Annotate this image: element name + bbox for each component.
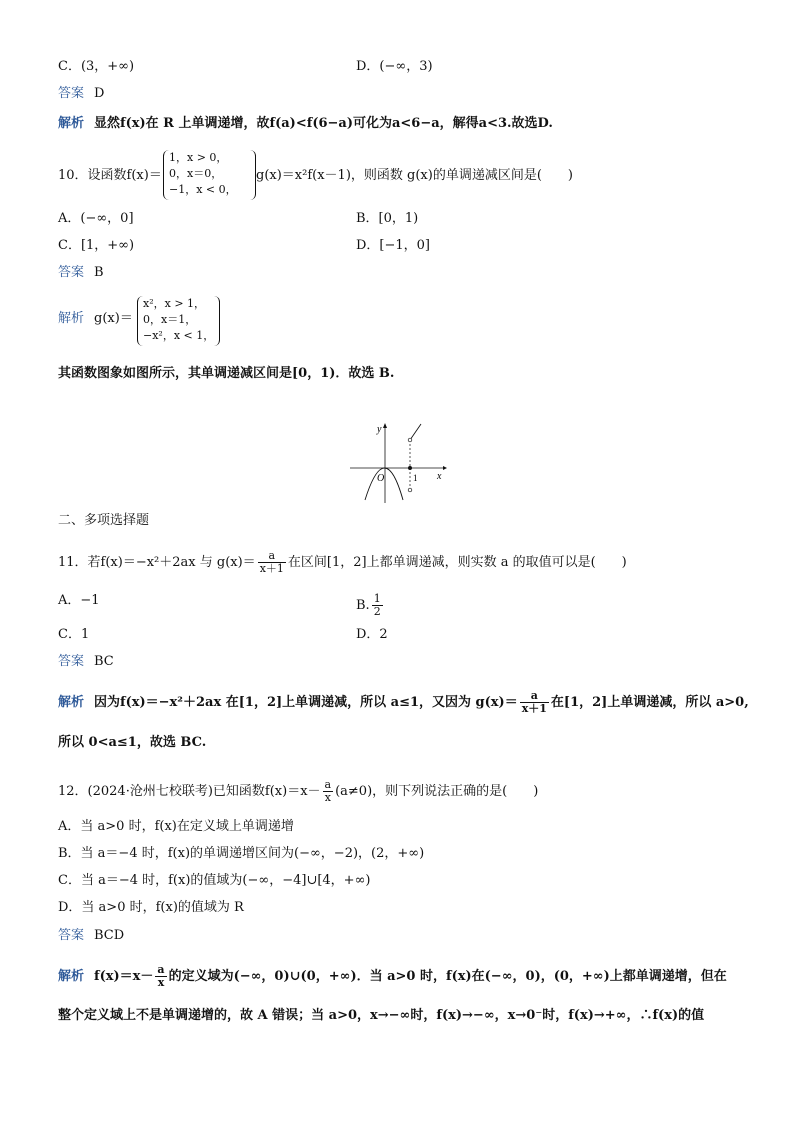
origin-label: O [377, 473, 385, 484]
q11-stem-a: 11．若f(x)＝−x²＋2ax 与 g(x)＝ [58, 555, 256, 570]
y-axis-arrow [383, 423, 387, 428]
solid-point [408, 466, 412, 470]
q11-option-d: D．2 [356, 627, 388, 642]
q12-option-c: C．当 a＝−4 时，f(x)的值域为(−∞，−4]∪[4，+∞) [58, 873, 371, 888]
q12-stem [58, 779, 538, 804]
q12-option-b: B．当 a＝−4 时，f(x)的单调递增区间为(−∞，−2)，(2，+∞) [58, 846, 425, 861]
answer-label: 答案 [58, 654, 85, 669]
frac-denominator: x＋1 [259, 562, 284, 575]
q11-stem [58, 550, 627, 575]
q11-option-a: A．−1 [58, 593, 100, 608]
answer-value: B [94, 265, 104, 280]
open-point-top [408, 438, 412, 442]
piece-row-1: 1，x > 0， [169, 151, 228, 164]
q11-analysis [58, 690, 749, 715]
q9-option-c: C．(3，+∞) [58, 59, 135, 74]
q10-option-d: D．[−1，0] [356, 238, 431, 253]
analysis-label: 解析 [58, 116, 85, 131]
analysis-label: 解析 [58, 695, 85, 710]
x-label: x [437, 471, 442, 482]
analysis-fraction [155, 964, 166, 989]
y-label: y [377, 424, 382, 435]
answer-label: 答案 [58, 86, 85, 101]
right-branch [410, 424, 421, 440]
section-title: 二、多项选择题 [58, 513, 150, 528]
q11-option-c: C．1 [58, 627, 90, 642]
q9-analysis [58, 116, 553, 132]
q10-answer [58, 265, 104, 281]
analysis-b: 在[1，2]上单调递减，所以 a>0, [550, 695, 749, 710]
frac-numerator: a [520, 690, 549, 703]
frac-numerator: 1 [373, 592, 381, 605]
q9-answer [58, 86, 104, 102]
answer-value: BCD [94, 928, 125, 943]
q10-piecewise-f [163, 152, 253, 200]
option-b-prefix: B. [356, 598, 370, 613]
q10-stem-suffix: g(x)＝x²f(x－1)，则函数 g(x)的单调递减区间是( ) [256, 168, 573, 183]
piece-row-2: 0，x＝0， [169, 167, 223, 180]
q10-option-b: B．[0，1) [356, 211, 419, 226]
x-axis-arrow [443, 466, 447, 470]
open-point-bottom [408, 488, 412, 492]
frac-denominator: x＋1 [521, 702, 547, 715]
analysis-b: 的定义域为(−∞，0)∪(0，+∞)．当 a>0 时，f(x)在(−∞，0)，(0，+∞)上都单调递增，但在 [168, 969, 727, 984]
option-b-fraction [372, 593, 383, 618]
answer-label: 答案 [58, 928, 85, 943]
right-brace [249, 150, 256, 200]
answer-value: BC [94, 654, 114, 669]
frac-numerator: a [157, 963, 165, 976]
analysis-fraction [520, 690, 549, 715]
q9-option-d: D．(−∞，3) [356, 59, 433, 74]
piece-row-3: −1，x < 0， [169, 183, 237, 196]
q12-option-a: A．当 a>0 时，f(x)在定义域上单调递增 [58, 819, 294, 834]
q12-fraction [323, 779, 334, 804]
frac-numerator: a [258, 550, 286, 563]
right-brace [213, 296, 220, 346]
g-piece-row-3: −x²，x < 1， [143, 329, 215, 342]
q11-fraction [258, 550, 286, 575]
analysis-a: 因为f(x)＝−x²＋2ax 在[1，2]上单调递减，所以 a≤1，又因为 g(x)＝ [94, 695, 518, 710]
q10-stem-prefix: 10．设函数f(x)＝ [58, 168, 162, 183]
one-label: 1 [413, 473, 418, 483]
answer-value: D [94, 86, 105, 101]
function-graph [345, 418, 455, 508]
q12-analysis [58, 964, 727, 989]
g-piece-row-2: 0，x＝1， [143, 313, 197, 326]
analysis-a: f(x)＝x－ [94, 969, 154, 984]
frac-denominator: x [324, 791, 331, 804]
q12-stem-a: 12．(2024·沧州七校联考)已知函数f(x)＝x－ [58, 784, 321, 799]
frac-denominator: 2 [373, 605, 381, 618]
answer-label: 答案 [58, 265, 85, 280]
analysis-label: 解析 [58, 311, 85, 326]
q10-option-c: C．[1，+∞) [58, 238, 135, 253]
analysis-label: 解析 [58, 969, 85, 984]
q12-answer [58, 928, 124, 944]
q12-option-d: D．当 a>0 时，f(x)的值域为 R [58, 900, 244, 915]
g-piece-row-1: x²，x > 1， [143, 297, 206, 310]
frac-numerator: a [324, 778, 332, 791]
analysis-g-prefix: g(x)＝ [94, 311, 133, 326]
q12-stem-b: (a≠0)，则下列说法正确的是( ) [335, 784, 539, 799]
q10-piecewise-g [137, 298, 217, 346]
q12-analysis-cont: 整个定义域上不是单调递增的，故 A 错误；当 a>0，x→−∞时，f(x)→−∞，x→0⁻时，f(x)→+∞，∴f(x)的值 [58, 1008, 705, 1023]
q10-analysis [58, 311, 133, 327]
q11-option-b [356, 593, 385, 618]
q11-stem-b: 在区间[1，2]上都单调递减，则实数 a 的取值可以是( ) [287, 555, 627, 570]
q11-answer [58, 654, 114, 670]
analysis-text: 显然f(x)在 R 上单调递增，故f(a)<f(6−a)可化为a<6−a，解得a<3.故选D. [94, 116, 553, 131]
q10-option-a: A．(−∞，0] [58, 211, 134, 226]
q11-analysis-cont: 所以 0<a≤1，故选 BC. [58, 735, 207, 750]
frac-denominator: x [157, 976, 165, 989]
q10-conclusion: 其函数图象如图所示，其单调递减区间是[0，1)．故选 B. [58, 366, 395, 381]
